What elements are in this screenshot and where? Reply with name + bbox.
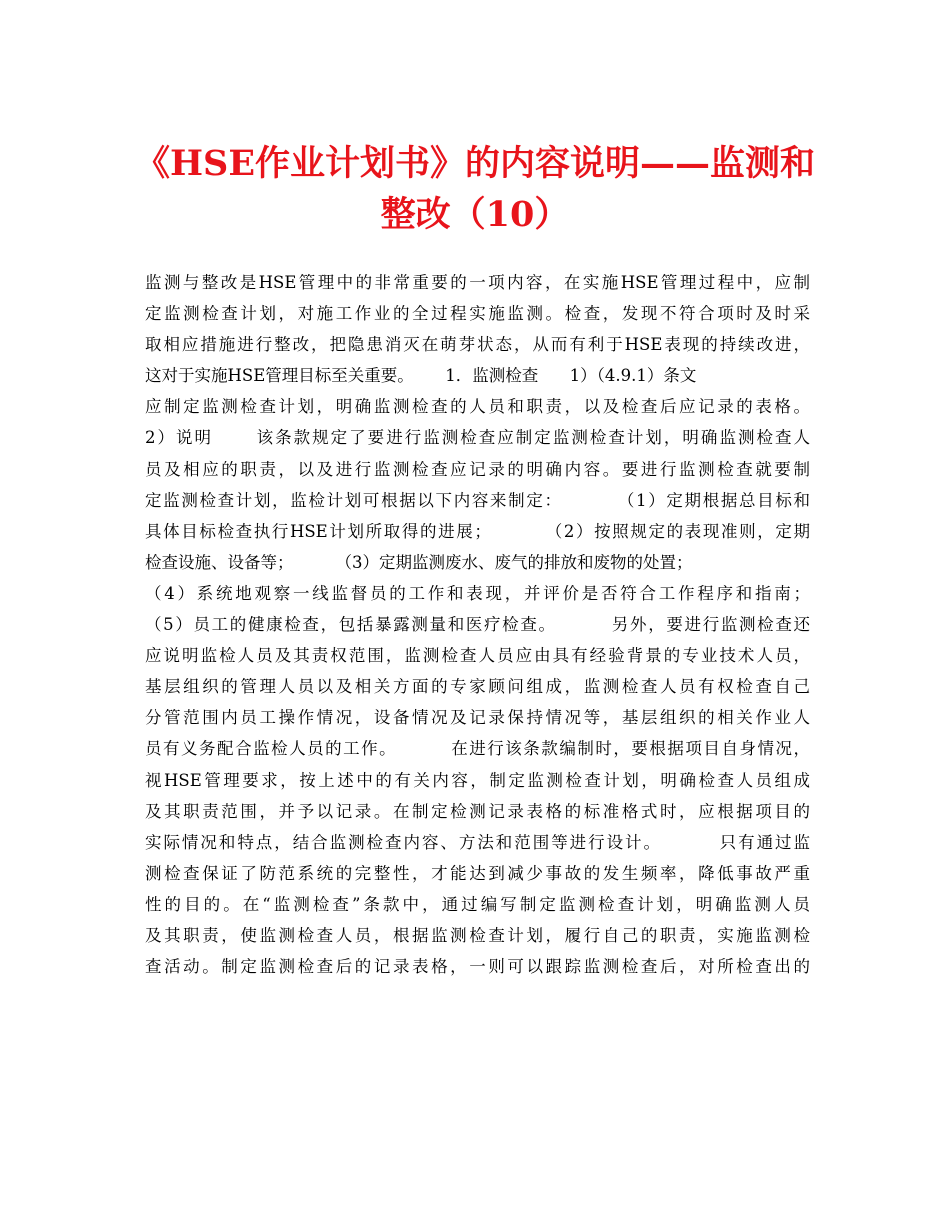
body-line: 检查设施、设备等； （3）定期监测废水、废气的排放和废物的处置； — [145, 552, 693, 572]
body-line: 取相应措施进行整改，把隐患消灭在萌芽状态，从而有利于HSE表现的持续改进， — [145, 335, 810, 355]
body-line: 及其职责范围，并予以记录。在制定检测记录表格的标准格式时，应根据项目的 — [145, 801, 810, 821]
title-line-1: 《HSE作业计划书》的内容说明——监测和 — [134, 143, 816, 184]
page-title — [100, 138, 850, 240]
body-line: 员及相应的职责，以及进行监测检查应记录的明确内容。要进行监测检查就要制 — [145, 459, 810, 479]
body-line: 及其职责，使监测检查人员，根据监测检查计划，履行自己的职责，实施监测检 — [145, 925, 810, 945]
body-line: 基层组织的管理人员以及相关方面的专家顾问组成，监测检查人员有权检查自己 — [145, 677, 810, 697]
body-line: 2）说明 该条款规定了要进行监测检查应制定监测检查计划，明确监测检查人 — [145, 428, 810, 448]
body-line: 应制定监测检查计划，明确监测检查的人员和职责，以及检查后应记录的表格。 — [145, 397, 810, 417]
body-line: （4）系统地观察一线监督员的工作和表现，并评价是否符合工作程序和指南； — [145, 583, 810, 603]
body-line: 这对于实施HSE管理目标至关重要。 1．监测检查 1）（4.9.1）条文 — [145, 366, 728, 386]
body-line: （5）员工的健康检查，包括暴露测量和医疗检查。 另外，要进行监测检查还 — [145, 615, 810, 635]
body-line: 性的目的。在“监测检查”条款中，通过编写制定监测检查计划，明确监测人员 — [145, 894, 810, 914]
body-line: 监测与整改是HSE管理中的非常重要的一项内容，在实施HSE管理过程中，应制 — [145, 273, 810, 292]
body-line: 实际情况和特点，结合监测检查内容、方法和范围等进行设计。 只有通过监 — [145, 832, 810, 852]
body-line: 测检查保证了防范系统的完整性，才能达到减少事故的发生频率，降低事故严重 — [145, 863, 810, 883]
body-line: 查活动。制定监测检查后的记录表格，一则可以跟踪监测检查后，对所检查出的 — [145, 957, 810, 977]
body-line: 员有义务配合监检人员的工作。 在进行该条款编制时，要根据项目自身情况， — [145, 739, 810, 759]
body-line: 具体目标检查执行HSE计划所取得的进展； （2）按照规定的表现准则，定期 — [145, 521, 810, 541]
body-line: 定监测检查计划，对施工作业的全过程实施监测。检查，发现不符合项时及时采 — [145, 304, 810, 324]
body-line: 分管范围内员工操作情况，设备情况及记录保持情况等，基层组织的相关作业人 — [145, 708, 810, 728]
body-text — [145, 267, 810, 982]
body-line: 视HSE管理要求，按上述中的有关内容，制定监测检查计划，明确检查人员组成 — [145, 770, 810, 790]
title-line-2: 整改（10） — [380, 194, 570, 235]
body-line: 应说明监检人员及其责权范围，监测检查人员应由具有经验背景的专业技术人员， — [145, 646, 810, 666]
body-line: 定监测检查计划，监检计划可根据以下内容来制定： （1）定期根据总目标和 — [145, 490, 810, 510]
